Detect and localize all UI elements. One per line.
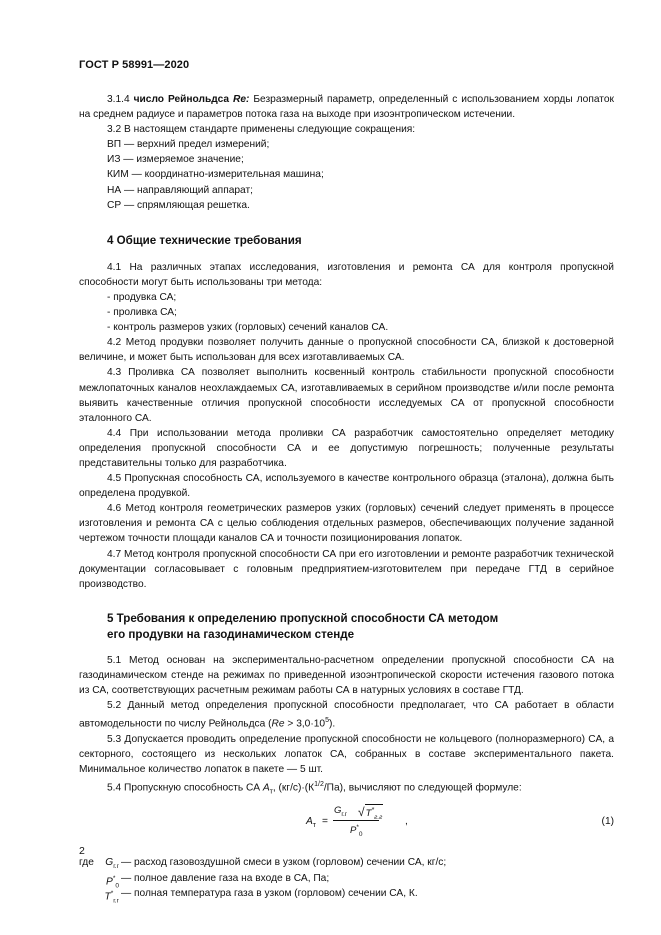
p-symbol: P bbox=[350, 825, 357, 837]
symbol-subscript: г.г bbox=[113, 863, 119, 871]
formula-comma: , bbox=[405, 816, 408, 828]
exponent: 1/2 bbox=[314, 780, 324, 788]
formula-number: (1) bbox=[601, 816, 614, 828]
where-item bbox=[79, 855, 614, 871]
abbreviation-item: НА — направляющий аппарат; bbox=[107, 184, 253, 196]
abbreviation-item: КИМ — координатно-измерительная машина; bbox=[107, 169, 324, 181]
section-5-heading-line2: его продувки на газодинамическом стенде bbox=[107, 627, 355, 641]
symbol: P bbox=[106, 876, 113, 888]
formula-equals: = bbox=[322, 816, 328, 828]
where-text: — полная температура газа в узком (горловом) сечении СА, К. bbox=[121, 888, 418, 900]
page-content bbox=[79, 92, 614, 905]
text-run: ). bbox=[328, 718, 336, 730]
paragraph-3-2: 3.2 В настоящем стандарте применены следующие сокращения: bbox=[107, 124, 416, 136]
subscript: т bbox=[269, 788, 273, 796]
where-symbol bbox=[79, 886, 119, 909]
method-item: - продувка СА; bbox=[107, 291, 177, 303]
paragraph-5-1: 5.1 Метод основан на экспериментально-расчетном определении пропускной способности СА на газодинамическом стенде на режимах по приведенной изоэнтропической скорости истечения газового потока из СА, соответствующих расчетным режимам работы СА в натурных условиях в составе ГТД. bbox=[79, 654, 614, 696]
paragraph-5-3: 5.3 Допускается проводить определение пропускной способности не кольцевого (полноразмерного) СА, а секторного, состоящего из нескольких лопаток СА, собранных в составе экспериментального пакета. Минимальное количество лопаток в пакете — 5 шт. bbox=[79, 733, 614, 775]
where-item bbox=[79, 871, 614, 890]
text-run: , (кг/с)·(К bbox=[272, 782, 315, 794]
term-symbol: Re: bbox=[233, 94, 250, 105]
section-5-heading bbox=[79, 611, 614, 643]
symbol-superscript: * bbox=[110, 890, 114, 898]
where-text: — полное давление газа на входе в СА, Па; bbox=[121, 872, 330, 884]
paragraph-5-4 bbox=[79, 777, 614, 800]
t-subscript: г.г bbox=[374, 814, 383, 822]
g-symbol: G bbox=[334, 805, 342, 817]
formula-numerator bbox=[332, 804, 384, 820]
term-definition: Безразмерный параметр, определенный с использованием хорды лопаток на среднем радиусе и параметров потока газа на выходе при изоэнтропическом истечении. bbox=[79, 94, 614, 121]
text-run: /Па), вычисляют по следующей формуле: bbox=[323, 782, 522, 794]
symbol: G bbox=[105, 857, 114, 869]
page-number: 2 bbox=[79, 845, 85, 857]
paragraph-5-2 bbox=[79, 698, 614, 732]
paragraph-4-1: 4.1 На различных этапах исследования, изготовления и ремонта СА для контроля пропускной способности могут быть использованы три метода: bbox=[79, 261, 614, 288]
paragraph-4-4: 4.4 При использовании метода проливки СА разработчик самостоятельно определяет методику определения пропускной способности СА и ее допустимую погрешность; полученные результаты представительны только для разработчика. bbox=[79, 427, 614, 469]
re-symbol: Re bbox=[271, 718, 285, 730]
abbreviation-item: СР — спрямляющая решетка. bbox=[107, 199, 250, 211]
lhs-subscript: т bbox=[312, 822, 317, 830]
formula-fraction bbox=[332, 804, 384, 841]
abbreviation-item: ИЗ — измеряемое значение; bbox=[107, 154, 244, 166]
paragraph-4-6: 4.6 Метод контроля геометрических размеров узких (горловых) сечений следует применять в процессе изготовления и ремонта СА с целью соблюдения отдельных размеров, обеспечивающих получение заданной чертежом точности площади каналов СА и точности позиционирования лопаток. bbox=[79, 503, 614, 545]
text-run: 5.2 Данный метод определения пропускной способности предполагает, что СА работает в области автомодельности по числу Рейнольдса ( bbox=[79, 700, 614, 730]
g-subscript: г.г bbox=[341, 811, 348, 819]
formula-lhs bbox=[306, 814, 316, 833]
sqrt-icon: $√T^*_{г.г}$ bbox=[358, 804, 383, 824]
symbol-subscript: г.г bbox=[113, 897, 119, 905]
where-text: — расход газовоздушной смеси в узком (горловом) сечении СА, кг/с; bbox=[121, 857, 447, 869]
symbol: T bbox=[104, 891, 111, 903]
method-item: - контроль размеров узких (горловых) сечений каналов СА. bbox=[107, 322, 389, 334]
paragraph-4-7: 4.7 Метод контроля пропускной способности СА при его изготовлении и ремонте разработчик технической документации согласовывает с головным предприятием-изготовителем при передаче ГТД в серийное производство. bbox=[79, 548, 614, 590]
p-subscript: 0 bbox=[358, 831, 363, 839]
where-item bbox=[79, 886, 614, 905]
paragraph-4-3: 4.3 Проливка СА позволяет выполнить косвенный контроль стабильности пропускной способности межлопаточных каналов неохлаждаемых СА, изготавливаемых в серийном производстве и/или после ремонта выявить качественные отличия пропускной способности исследуемых СА от пропускной способности эталонного СА. bbox=[79, 367, 614, 424]
text-run: 5.4 Пропускную способность СА bbox=[107, 782, 263, 794]
paragraph-4-5: 4.5 Пропускная способность СА, используемого в качестве контрольного образца (эталона), должна быть определена продувкой. bbox=[79, 473, 614, 500]
t-symbol: T bbox=[365, 808, 372, 820]
section-4-heading: 4 Общие технические требования bbox=[107, 233, 302, 247]
method-item: - проливка СА; bbox=[107, 307, 177, 319]
formula-1 bbox=[79, 801, 614, 849]
where-label: где bbox=[79, 857, 94, 869]
p-superscript: * bbox=[356, 824, 359, 832]
paragraph-4-2: 4.2 Метод продувки позволяет получить данные о пропускной способности СА, близкой к достоверной величине, и может быть использован для всех изготавливаемых СА. bbox=[79, 337, 614, 364]
symbol-superscript: * bbox=[112, 874, 116, 882]
text-run: > 3,0·10 bbox=[284, 718, 326, 730]
section-5-heading-line1: 5 Требования к определению пропускной способности СА методом bbox=[107, 611, 499, 625]
lhs-symbol: A bbox=[306, 816, 313, 828]
abbreviation-item: ВП — верхний предел измерений; bbox=[107, 139, 270, 151]
standard-header: ГОСТ Р 58991—2020 bbox=[79, 59, 190, 71]
flow-capacity-symbol: A bbox=[262, 782, 270, 794]
exponent: 5 bbox=[325, 717, 329, 725]
where-list bbox=[79, 855, 614, 905]
term-reynolds: число Рейнольдса bbox=[133, 94, 230, 105]
clause-number: 3.1.4 bbox=[107, 94, 130, 105]
paragraph-3-1-4 bbox=[79, 92, 614, 122]
symbol-subscript: 0 bbox=[115, 882, 119, 890]
t-superscript: * bbox=[371, 807, 375, 815]
